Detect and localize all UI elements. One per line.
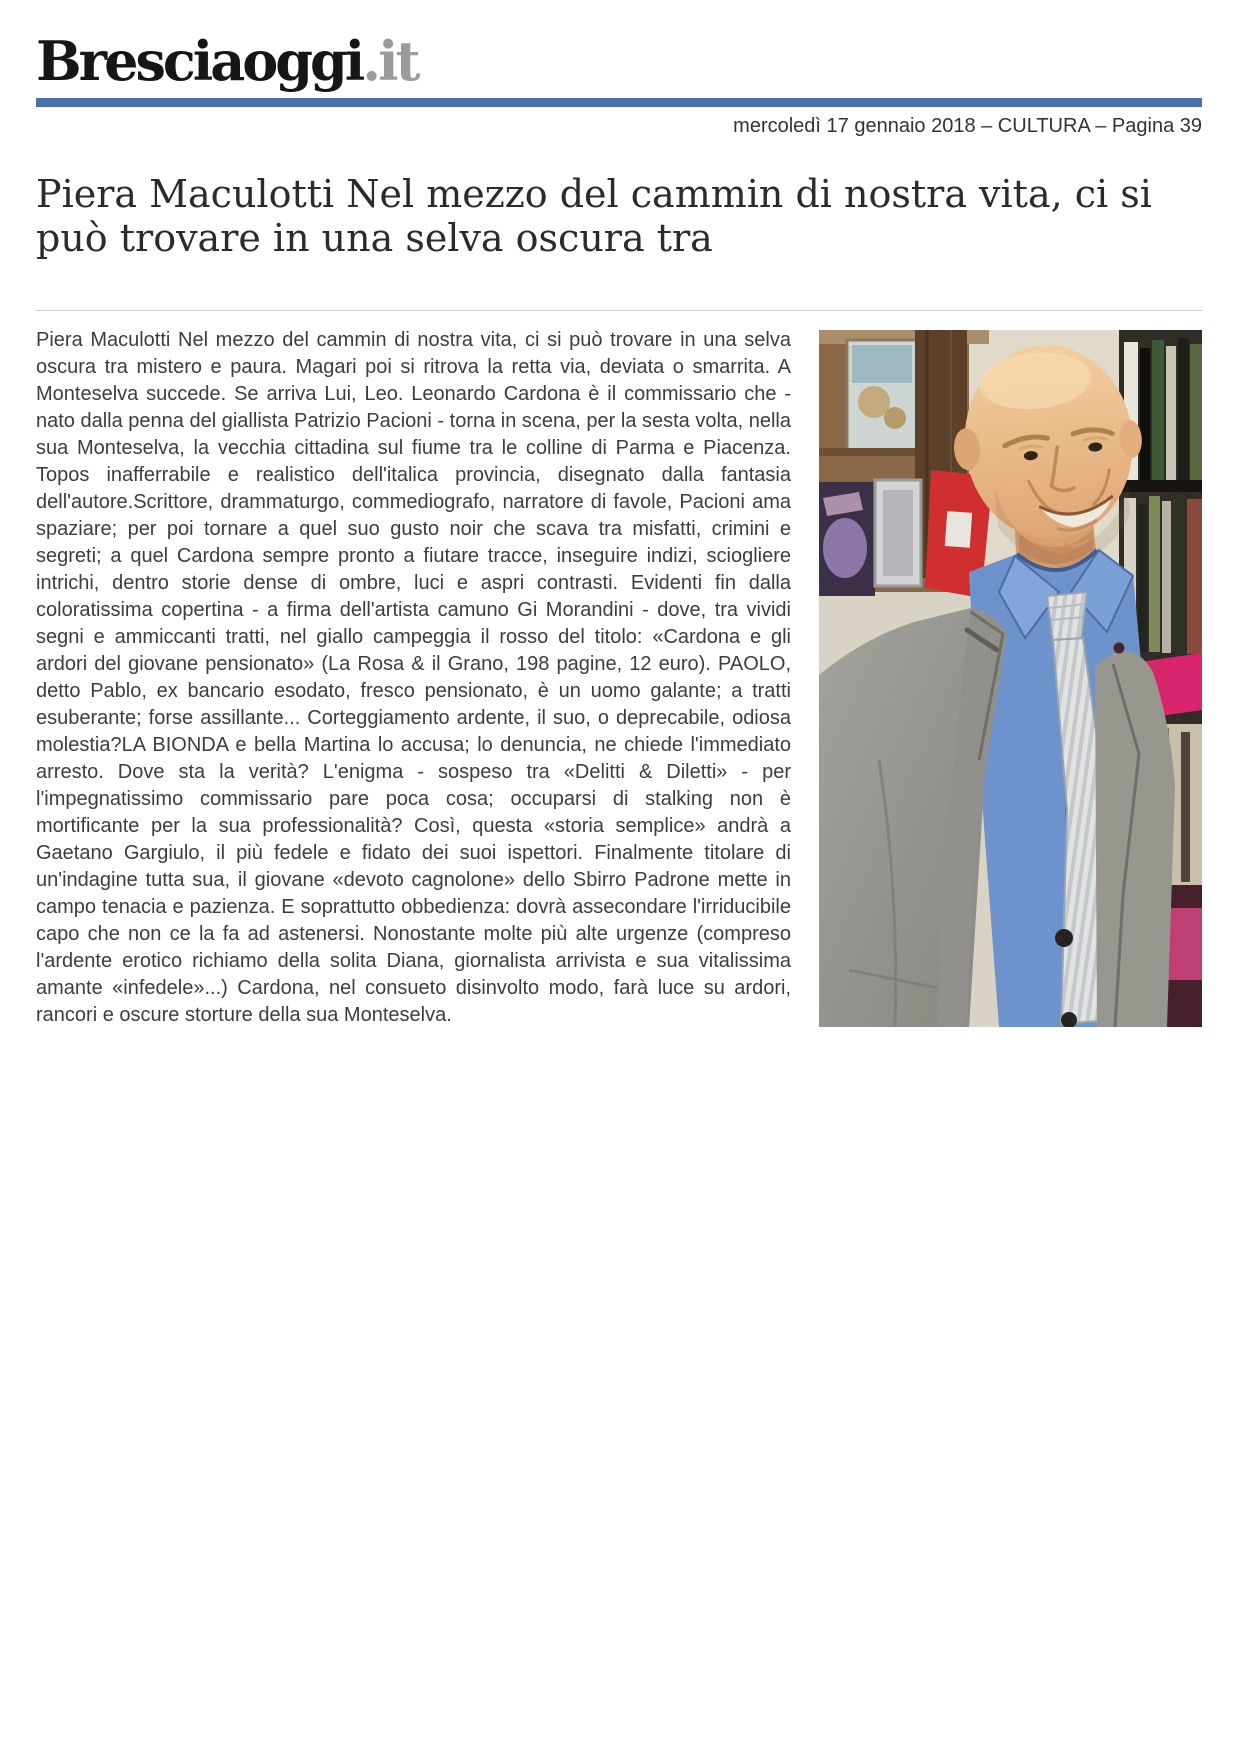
article-body-container xyxy=(36,327,1202,1067)
books-left xyxy=(819,480,921,596)
masthead-logo-suffix: .it xyxy=(362,29,418,93)
masthead-logo xyxy=(36,28,1202,94)
article-photo xyxy=(819,330,1202,1027)
page-title: Piera Maculotti Nel mezzo del cammin di nostra vita, ci si può trovare in una selva oscura tra xyxy=(36,172,1152,260)
article-photo-image xyxy=(819,330,1202,1027)
article-body: Piera Maculotti Nel mezzo del cammin di nostra vita, ci si può trovare in una selva oscura tra mistero e paura. Magari poi si ritrova la retta via, deviata o smarrita. A Monteselva succede. Se arriva Lui, Leo. Leonardo Cardona è il commissario che - nato dalla penna del giallista Patrizio Pacioni - torna in scena, per la sesta volta, nella sua Monteselva, la vecchia cittadina sul fiume tra le colline di Parma e Piacenza. Topos inafferrabile e realistico dell'italica provincia, disegnato dalla fantasia dell'autore.Scrittore, drammaturgo, commediografo, narratore di favole, Pacioni ama spaziare; per poi tornare a quel suo gusto noir che scava tra misfatti, crimini e segreti; a quel Cardona sempre pronto a fiutare tracce, inseguire indizi, sciogliere intrichi, dentro storie dense di ombre, luci e aspri contrasti. Evidenti fin dalla coloratissima copertina - a firma dell'artista camuno Gi Morandini - dove, tra vividi segni e ammiccanti tratti, nel giallo campeggia il rosso del titolo: «Cardona e gli ardori del giovane pensionato» (La Rosa & il Grano, 198 pagine, 12 euro). PAOLO, detto Pablo, ex bancario esodato, fresco pensionato, è un uomo galante; a tratti esuberante; forse assillante... Corteggiamento ardente, il suo, o deprecabile, odiosa molestia?LA BIONDA e bella Martina lo accusa; lo denuncia, ne chiede l'immediato arresto. Dove sta la verità? L'enigma - sospeso tra «Delitti & Diletti» - per l'impegnatissimo commissario pare poca cosa; occuparsi di stalking non è mortificante per la sua professionalità? Così, questa «storia semplice» andrà a Gaetano Gargiulo, il più fedele e fidato dei suoi ispettori. Finalmente titolare di un'indagine tutta sua, il giovane «devoto cagnolone» dello Sbirro Padrone mette in campo tenacia e pazienza. E soprattutto obbedienza: dovrà assecondare l'irriducibile capo che non ce la fa ad astenersi. Nonostante molte più alte urgenze (compreso l'ardente erotico richiamo della solita Diana, giornalista arrivista e sua vitalissima amante «infedele»...) Cardona, nel consueto disinvolto modo, farà luce su ardori, rancori e oscure storture della sua Monteselva. xyxy=(36,329,791,1026)
masthead-logo-main: Bresciaoggi xyxy=(36,29,363,93)
content-divider xyxy=(36,310,1202,311)
masthead-rule xyxy=(36,98,1202,107)
dateline: mercoledì 17 gennaio 2018 – CULTURA – Pagina 39 xyxy=(733,115,1202,137)
